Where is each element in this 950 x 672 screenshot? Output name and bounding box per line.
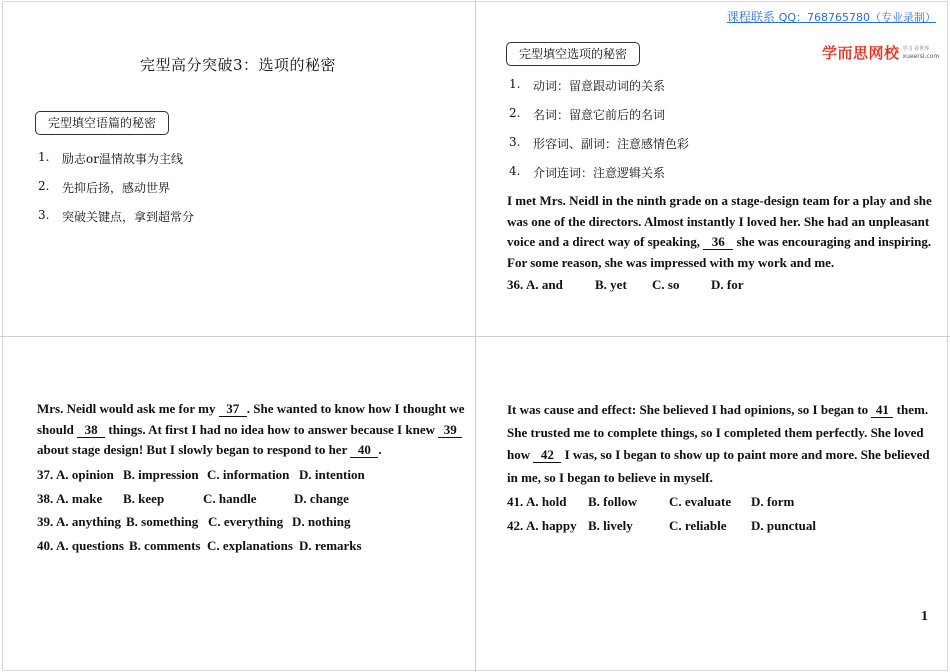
contact-qq: QQ：768765780（专业录制） (778, 11, 936, 24)
option-b: B. comments (129, 537, 201, 553)
option-b: B. keep (123, 490, 165, 506)
blank-41: 41 (871, 402, 893, 418)
blank-36: 36 (703, 234, 733, 250)
option-c: C. everything (208, 514, 284, 529)
option-d: D. remarks (299, 537, 362, 553)
slide1-list (38, 150, 194, 237)
option-row (37, 463, 467, 487)
option-a: A. questions (56, 537, 124, 553)
option-c: C. so (652, 277, 680, 292)
option-b: B. something (126, 514, 199, 529)
list-item-number: 1. (38, 150, 50, 164)
list-item-number: 3. (38, 208, 50, 222)
option-b: B. yet (595, 277, 627, 292)
list-item-text: 动词：留意跟动词的关系 (533, 79, 666, 93)
page-number: 1 (921, 609, 928, 624)
passage-41-42 (507, 399, 932, 489)
brand-url: xueersi.com (902, 52, 940, 60)
list-item-number: 2. (509, 106, 521, 120)
option-d: D. change (294, 490, 349, 506)
option-c: C. reliable (669, 517, 727, 533)
option-a: A. hold (526, 494, 567, 509)
option-b: B. lively (588, 517, 633, 533)
option-d: D. nothing (292, 514, 351, 529)
blank-37: 37 (219, 401, 247, 417)
option-d: D. punctual (751, 517, 817, 533)
list-item-number: 3. (509, 135, 521, 149)
contact-link[interactable] (727, 8, 936, 25)
contact-label: 课程联系 (726, 10, 775, 24)
passage-text: she was encouraging and inspiring. For some reason, she was impressed with my work and me. (507, 234, 932, 270)
passage-37-40 (37, 399, 467, 461)
passage-text: I was, so I began to show up to paint more and more. She believed in me, so I began to believe in myself. (507, 447, 930, 485)
options-36 (507, 273, 927, 297)
option-a: A. anything (56, 514, 122, 529)
option-d: D. for (711, 277, 744, 292)
option-c: C. information (207, 467, 290, 482)
option-row (37, 487, 467, 511)
option-row (507, 273, 927, 297)
option-row (37, 510, 467, 534)
list-item (509, 77, 689, 106)
option-row (507, 514, 927, 538)
question-number: 37. (37, 467, 54, 482)
blank-38: 38 (77, 422, 105, 438)
blank-40: 40 (350, 442, 378, 458)
question-number: 40. (37, 537, 54, 553)
passage-text: It was cause and effect: She believed I had opinions, so I began to (507, 402, 869, 417)
option-c: C. handle (203, 490, 257, 506)
passage-text: . She wanted to know how I thought we should (37, 401, 465, 437)
blank-39: 39 (438, 422, 462, 438)
question-number: 39. (37, 514, 54, 529)
list-item-number: 1. (509, 77, 521, 91)
list-item-text: 先抑后扬，感动世界 (62, 181, 171, 195)
horizontal-divider (0, 336, 950, 337)
passage-text: Mrs. Neidl would ask me for my (37, 401, 216, 416)
passage-text: about stage design! But I slowly began to respond to her (37, 442, 348, 457)
list-item (509, 164, 689, 193)
slide2-section-label: 完型填空选项的秘密 (506, 42, 640, 66)
slide1-title: 完型高分突破3：选项的秘密 (140, 56, 337, 74)
list-item-text: 介词连词：注意逻辑关系 (533, 166, 666, 180)
passage-text: them. She trusted me to complete things, so I completed them perfectly. She loved how (507, 402, 929, 462)
option-d: D. form (751, 494, 795, 509)
option-row (507, 490, 927, 514)
option-a: A. make (56, 490, 103, 506)
question-number: 42. (507, 517, 524, 533)
brand-tagline: 学习 看世界 (902, 45, 930, 52)
list-item (509, 106, 689, 135)
brand-name: 学而思网校 (822, 44, 900, 62)
list-item-number: 2. (38, 179, 50, 193)
list-item-text: 名词：留意它前后的名词 (533, 108, 666, 122)
list-item (38, 150, 194, 179)
brand-logo (822, 42, 939, 63)
option-a: A. happy (526, 517, 577, 533)
passage-text: I met Mrs. Neidl in the ninth grade on a stage-design team for a play and she was one of the directors. Almost instantly I loved her. She had an unpleasant voice and a direct way of speaking, (507, 193, 932, 249)
list-item-text: 励志or温情故事为主线 (62, 152, 183, 166)
option-c: C. explanations (207, 537, 293, 553)
blank-42: 42 (533, 447, 561, 463)
question-number: 36. (507, 277, 524, 292)
list-item (38, 179, 194, 208)
option-c: C. evaluate (669, 494, 732, 509)
passage-text: things. At first I had no idea how to answer because I knew (108, 421, 435, 437)
question-number: 38. (37, 490, 54, 506)
option-d: D. intention (299, 467, 365, 482)
slide2-list (509, 77, 689, 193)
list-item-text: 突破关键点，拿到超常分 (62, 210, 195, 224)
list-item (509, 135, 689, 164)
option-row (37, 534, 467, 558)
passage-36 (507, 191, 935, 273)
options-41-42 (507, 490, 927, 537)
options-37-40 (37, 463, 467, 557)
option-a: A. opinion (56, 467, 114, 482)
question-number: 41. (507, 494, 524, 509)
passage-text: . (378, 442, 382, 457)
list-item-text: 形容词、副词：注意感情色彩 (533, 137, 690, 151)
brand-sub (903, 46, 940, 60)
option-b: B. impression (123, 467, 199, 482)
list-item (38, 208, 194, 237)
option-a: A. and (526, 277, 563, 292)
option-b: B. follow (588, 494, 638, 509)
slide1-section-label: 完型填空语篇的秘密 (35, 111, 169, 135)
list-item-number: 4. (509, 164, 521, 178)
